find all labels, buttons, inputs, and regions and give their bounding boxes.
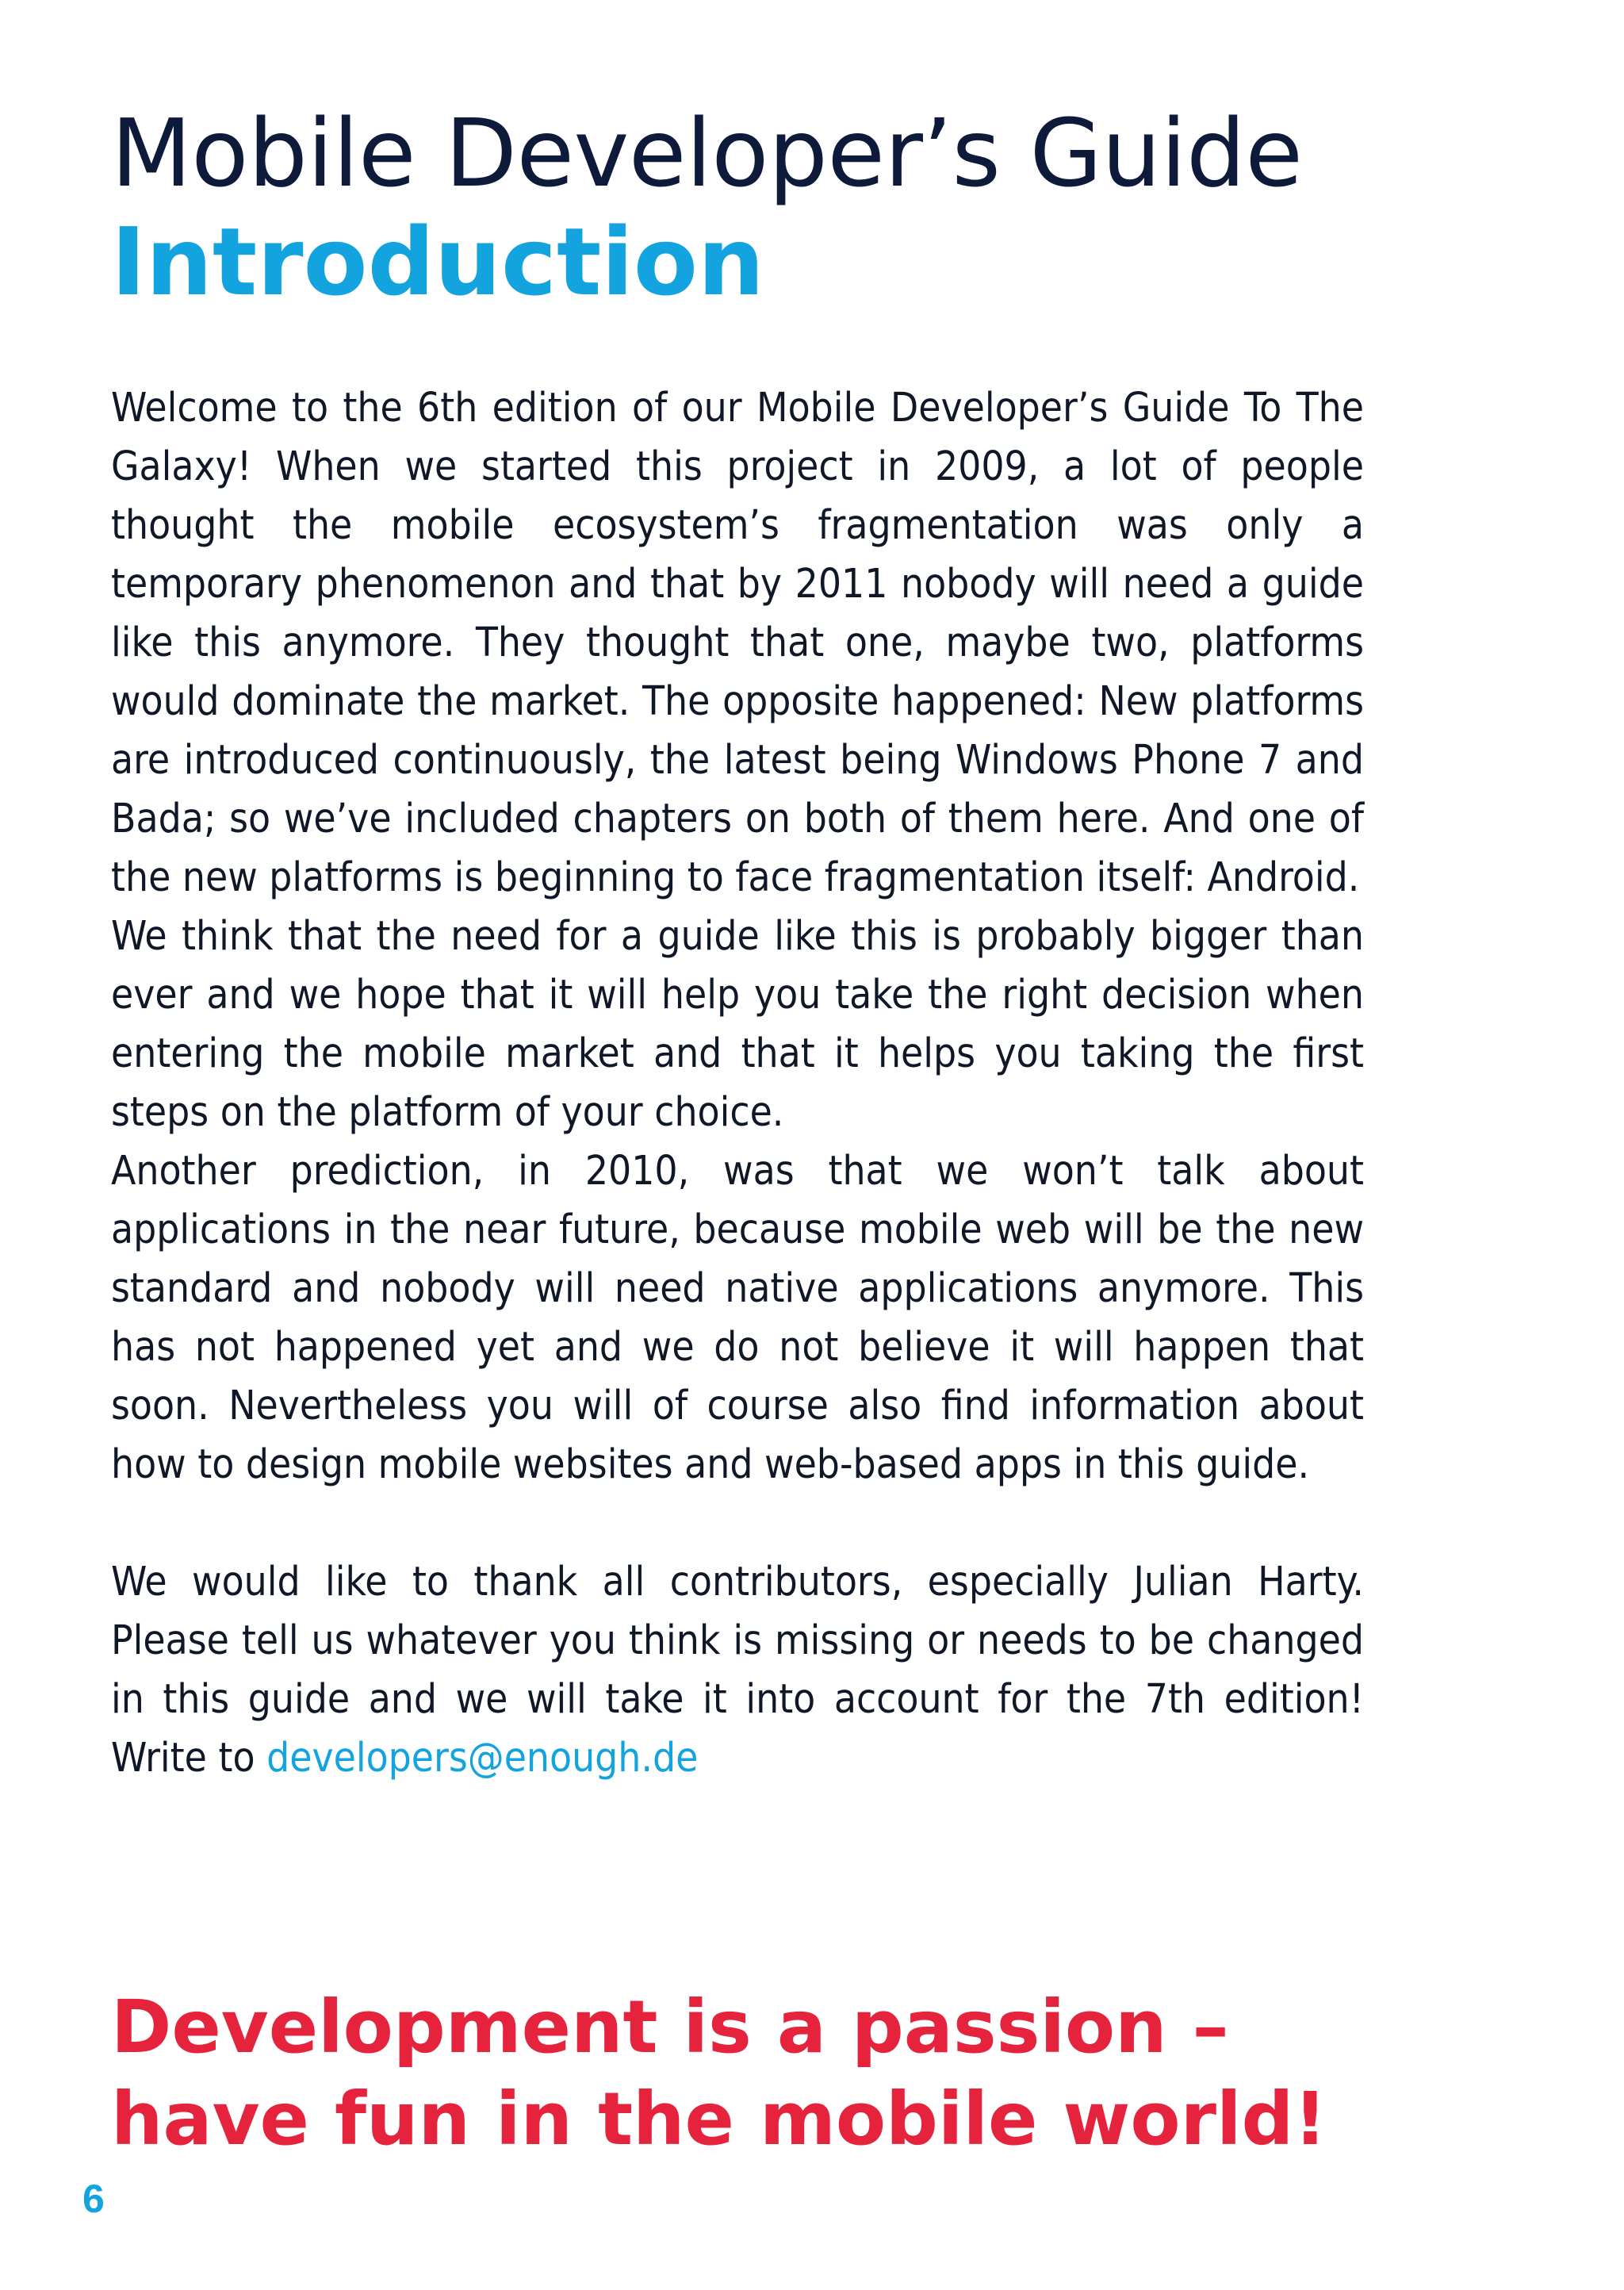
section-heading: Introduction: [111, 207, 764, 316]
page-number: 6: [82, 2177, 105, 2221]
body-text: [111, 379, 1364, 1788]
paragraph-thanks: [111, 1553, 1364, 1788]
paragraph-welcome: Welcome to the 6th edition of our Mobile Developer’s Guide To The Galaxy! When we started this project in 2009, a lot of people thought the mobile ecosystem’s fragmentation was only a temporary phenomenon and that by 2011 nobody will need a guide like this anymore. They thought that one, maybe two, platforms would dominate the market. The opposite happened: New platforms are introduced continuously, the latest being Windows Phone 7 and Bada; so we’ve included chapters on both of them here. And one of the new platforms is beginning to face fragmentation itself: Android.: [111, 385, 1364, 901]
closing-slogan: Development is a passion – have fun in the mobile world!: [111, 1985, 1327, 2161]
paragraph-prediction: Another prediction, in 2010, was that we won’t talk about applications in the near future, because mobile web will be the new standard and nobody will need native applications anymore. This has not happened yet and we do not believe it will happen that soon. Nevertheless you will of course also find information about how to design mobile websites and web-based apps in this guide.: [111, 1148, 1364, 1488]
paragraph-need: We think that the need for a guide like this is probably bigger than ever and we hope that it will help you take the right decision when entering the mobile market and that it helps you taking the first steps on the platform of your choice.: [111, 913, 1364, 1136]
email-link[interactable]: developers@enough.de: [266, 1735, 699, 1782]
thanks-text: We would like to thank all contributors, especially Julian Harty. Please tell us whatever you think is missing or needs to be changed in this guide and we will take it into account for the 7th edition! Write to: [111, 1559, 1364, 1782]
page-title: Mobile Developer’s Guide: [111, 98, 1303, 208]
